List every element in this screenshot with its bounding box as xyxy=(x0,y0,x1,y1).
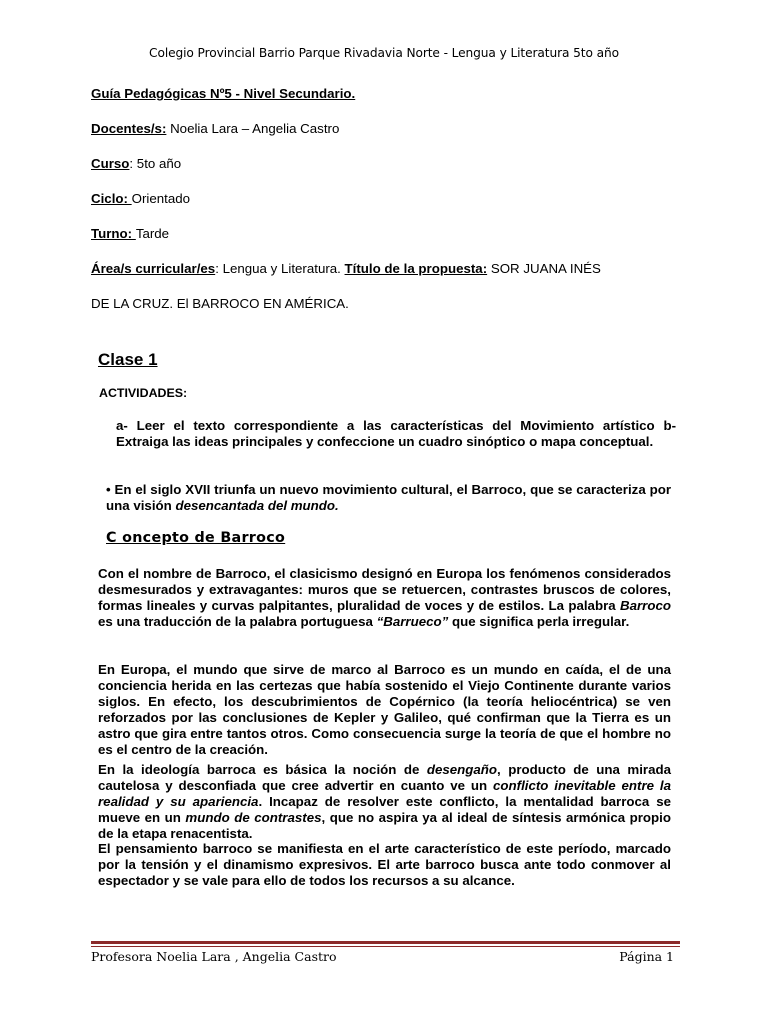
bullet-text: • En el siglo XVII triunfa un nuevo movimiento cultural, el Barroco, que se caracteriza por una visión xyxy=(106,482,671,513)
ciclo-label: Ciclo: xyxy=(91,191,132,206)
p1-text-a: Con el nombre de Barroco, el clasicismo designó en Europa los fenómenos considerados desmesurados y extravagantes: muros que se retuercen, contrastes bruscos de colores, formas lineales y curvas palpitantes, pluralidad de voces y de estilos. La palabra xyxy=(98,566,671,613)
area-line-2: DE LA CRUZ. El BARROCO EN AMÉRICA. xyxy=(91,296,349,311)
paragraph-2: En Europa, el mundo que sirve de marco al Barroco es un mundo en caída, el de una conciencia herida en las certezas que había sostenido el Viejo Continente durante varios siglos. En efecto, los descubrimientos de Copérnico (la teoría heliocéntrica) se ven reforzados por las conclusiones de Kepler y Galileo, qué confirman que la Tierra es un astro que gira entre tantos otros. Como consecuencia surge la teoría de que el hombre no es el centro de la creación. xyxy=(98,662,671,757)
concepto-heading: C oncepto de Barroco xyxy=(106,530,286,546)
titulo-value: SOR JUANA INÉS xyxy=(487,261,601,276)
p1-italic-2: “Barrueco” xyxy=(376,614,449,629)
actividades-label: ACTIVIDADES: xyxy=(99,386,188,400)
docentes-line xyxy=(91,121,339,136)
p3-text-c: . Incapaz de resolver este conflicto, la mentalidad barroca se mueve en un xyxy=(98,794,671,825)
docentes-label: Docentes/s: xyxy=(91,121,167,136)
area-value: : Lengua y Literatura. xyxy=(215,261,345,276)
bullet-paragraph xyxy=(106,482,671,514)
docentes-value: Noelia Lara – Angelia Castro xyxy=(166,121,340,136)
turno-label: Turno: xyxy=(91,226,136,241)
area-label: Área/s curricular/es xyxy=(91,261,216,276)
footer-rule-thick xyxy=(91,941,680,944)
p3-text-b: , producto de una mirada cautelosa y desconfiada que cree advertir en cuanto ve un xyxy=(98,762,671,793)
footer-authors: Profesora Noelia Lara , Angelia Castro xyxy=(91,949,337,964)
p1-text-c: que significa perla irregular. xyxy=(448,614,630,629)
p3-italic-1: desengaño xyxy=(426,762,498,777)
p3-text-d: , que no aspira ya al ideal de síntesis armónica propio de la etapa renacentista. xyxy=(98,810,671,841)
turno-line xyxy=(91,226,169,241)
p3-text-a: En la ideología barroca es básica la noción de xyxy=(98,762,427,777)
paragraph-3 xyxy=(98,762,671,842)
p1-text-b: es una traducción de la palabra portuguesa xyxy=(98,614,377,629)
page-header: Colegio Provincial Barrio Parque Rivadavia Norte - Lengua y Literatura 5to año xyxy=(149,46,619,60)
curso-line xyxy=(91,156,181,171)
ciclo-line xyxy=(91,191,190,206)
ciclo-value: Orientado xyxy=(131,191,191,206)
curso-label: Curso xyxy=(91,156,130,171)
titulo-label: Título de la propuesta: xyxy=(344,261,488,276)
area-line xyxy=(91,261,601,276)
paragraph-1 xyxy=(98,566,671,630)
p1-italic-1: Barroco xyxy=(620,598,671,613)
curso-value: : 5to año xyxy=(129,156,182,171)
footer-rule-thin xyxy=(91,946,680,947)
p3-italic-3: mundo de contrastes xyxy=(185,810,322,825)
paragraph-4: El pensamiento barroco se manifiesta en el arte característico de este período, marcado por la tensión y el dinamismo expresivos. El arte barroco busca ante todo conmover al espectador y se vale para ello de todos los recursos a su alcance. xyxy=(98,841,671,888)
activity-text: a- Leer el texto correspondiente a las características del Movimiento artístico b- Extraiga las ideas principales y confeccione un cuadro sinóptico o mapa conceptual. xyxy=(116,418,676,449)
bullet-italic: desencantada del mundo. xyxy=(175,498,339,513)
clase-heading: Clase 1 xyxy=(98,350,158,369)
guide-title: Guía Pedagógicas Nº5 - Nivel Secundario. xyxy=(91,86,356,101)
p3-italic-2: conflicto inevitable entre la realidad y su apariencia xyxy=(98,778,671,809)
turno-value: Tarde xyxy=(135,226,170,241)
footer-page-number: Página 1 xyxy=(619,949,674,964)
